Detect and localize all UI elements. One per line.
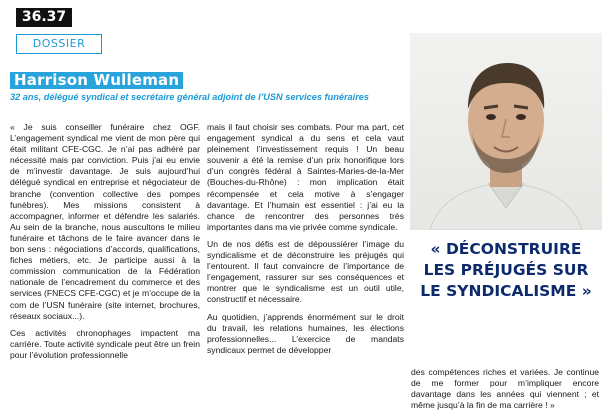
portrait-illustration	[410, 33, 602, 230]
article-column-3	[411, 367, 599, 417]
paragraph: mais il faut choisir ses combats. Pour ma part, cet engagement syndical a du sens et cela vaut pleinement l’investissement requis ! Un beau souvenir a été la remise d’un prix honorifique lors d’un congrès fédéral à Saintes-Maries-de-la-Mer (Bouches-du-Rhône) : mon implication était récompensée et cela motive à s’engager davantage. Et l’humain est essentiel : j’ai eu la chance de rencontrer des personnes très importantes dans ma vie privée comme syndicale.	[207, 122, 404, 232]
pull-quote-line: LES PRÉJUGÉS SUR	[423, 261, 589, 279]
person-subtitle: 32 ans, délégué syndical et secrétaire général adjoint de l’USN services funéraires	[10, 92, 369, 102]
paragraph: Ces activités chronophages impactent ma carrière. Toute activité syndicale peut être un frein pour l’évolution professionnelle	[10, 327, 200, 360]
section-tag: DOSSIER	[16, 34, 102, 54]
paragraph: « Je suis conseiller funéraire chez OGF. L’engagement syndical me vient de mon père qui était militant CFE-CGC. Je n’ai pas adhéré par nécessité mais par conviction. Puis j’ai eu envie de m’investir davantage. Je suis aujourd’hui délégué syndical en entreprise et négociateur de branche (convention collective des pompes funèbres). Mes missions consistent à accompagner, informer et défendre les salariés. Au sein de la branche, nous auscultons le milieu funéraire et tâchons de le faire avancer dans le bon sens : négociations d’accords, qualifications, fiches métiers, etc. Je participe aussi à la commission communication de la Fédération nationale de l’encadrement du commerce et des services (FNECS CFE-CGC) et je m’occupe de la com de l’USN funéraire (site internet, brochures, réseaux sociaux...).	[10, 122, 200, 321]
person-name: Harrison Wulleman	[10, 72, 183, 89]
article-column-1	[10, 122, 200, 367]
portrait-photo	[410, 33, 602, 230]
paragraph: Un de nos défis est de dépoussiérer l’image du syndicalisme et de déconstruire les préjugés qui l’entourent. Il faut convaincre de l’importance de l’engagement, rassurer sur ses conséquences et montrer que le syndicalisme est un outil utile, constructif et nécessaire.	[207, 238, 404, 305]
pull-quote	[410, 239, 602, 302]
paragraph: Au quotidien, j’apprends énormément sur le droit du travail, les relations humaines, les élections professionnelles... L’exercice de mandats syndicaux permet de développer	[207, 311, 404, 355]
pull-quote-line: LE SYNDICALISME »	[420, 282, 592, 300]
paragraph: des compétences riches et variées. Je continue de me former pour m’impliquer encore davantage dans les années qui viennent ; et même jusqu’à la fin de ma carrière ! »	[411, 367, 599, 411]
article-column-2	[207, 122, 404, 362]
pull-quote-line: « DÉCONSTRUIRE	[430, 240, 582, 258]
page-number: 36.37	[16, 8, 72, 27]
